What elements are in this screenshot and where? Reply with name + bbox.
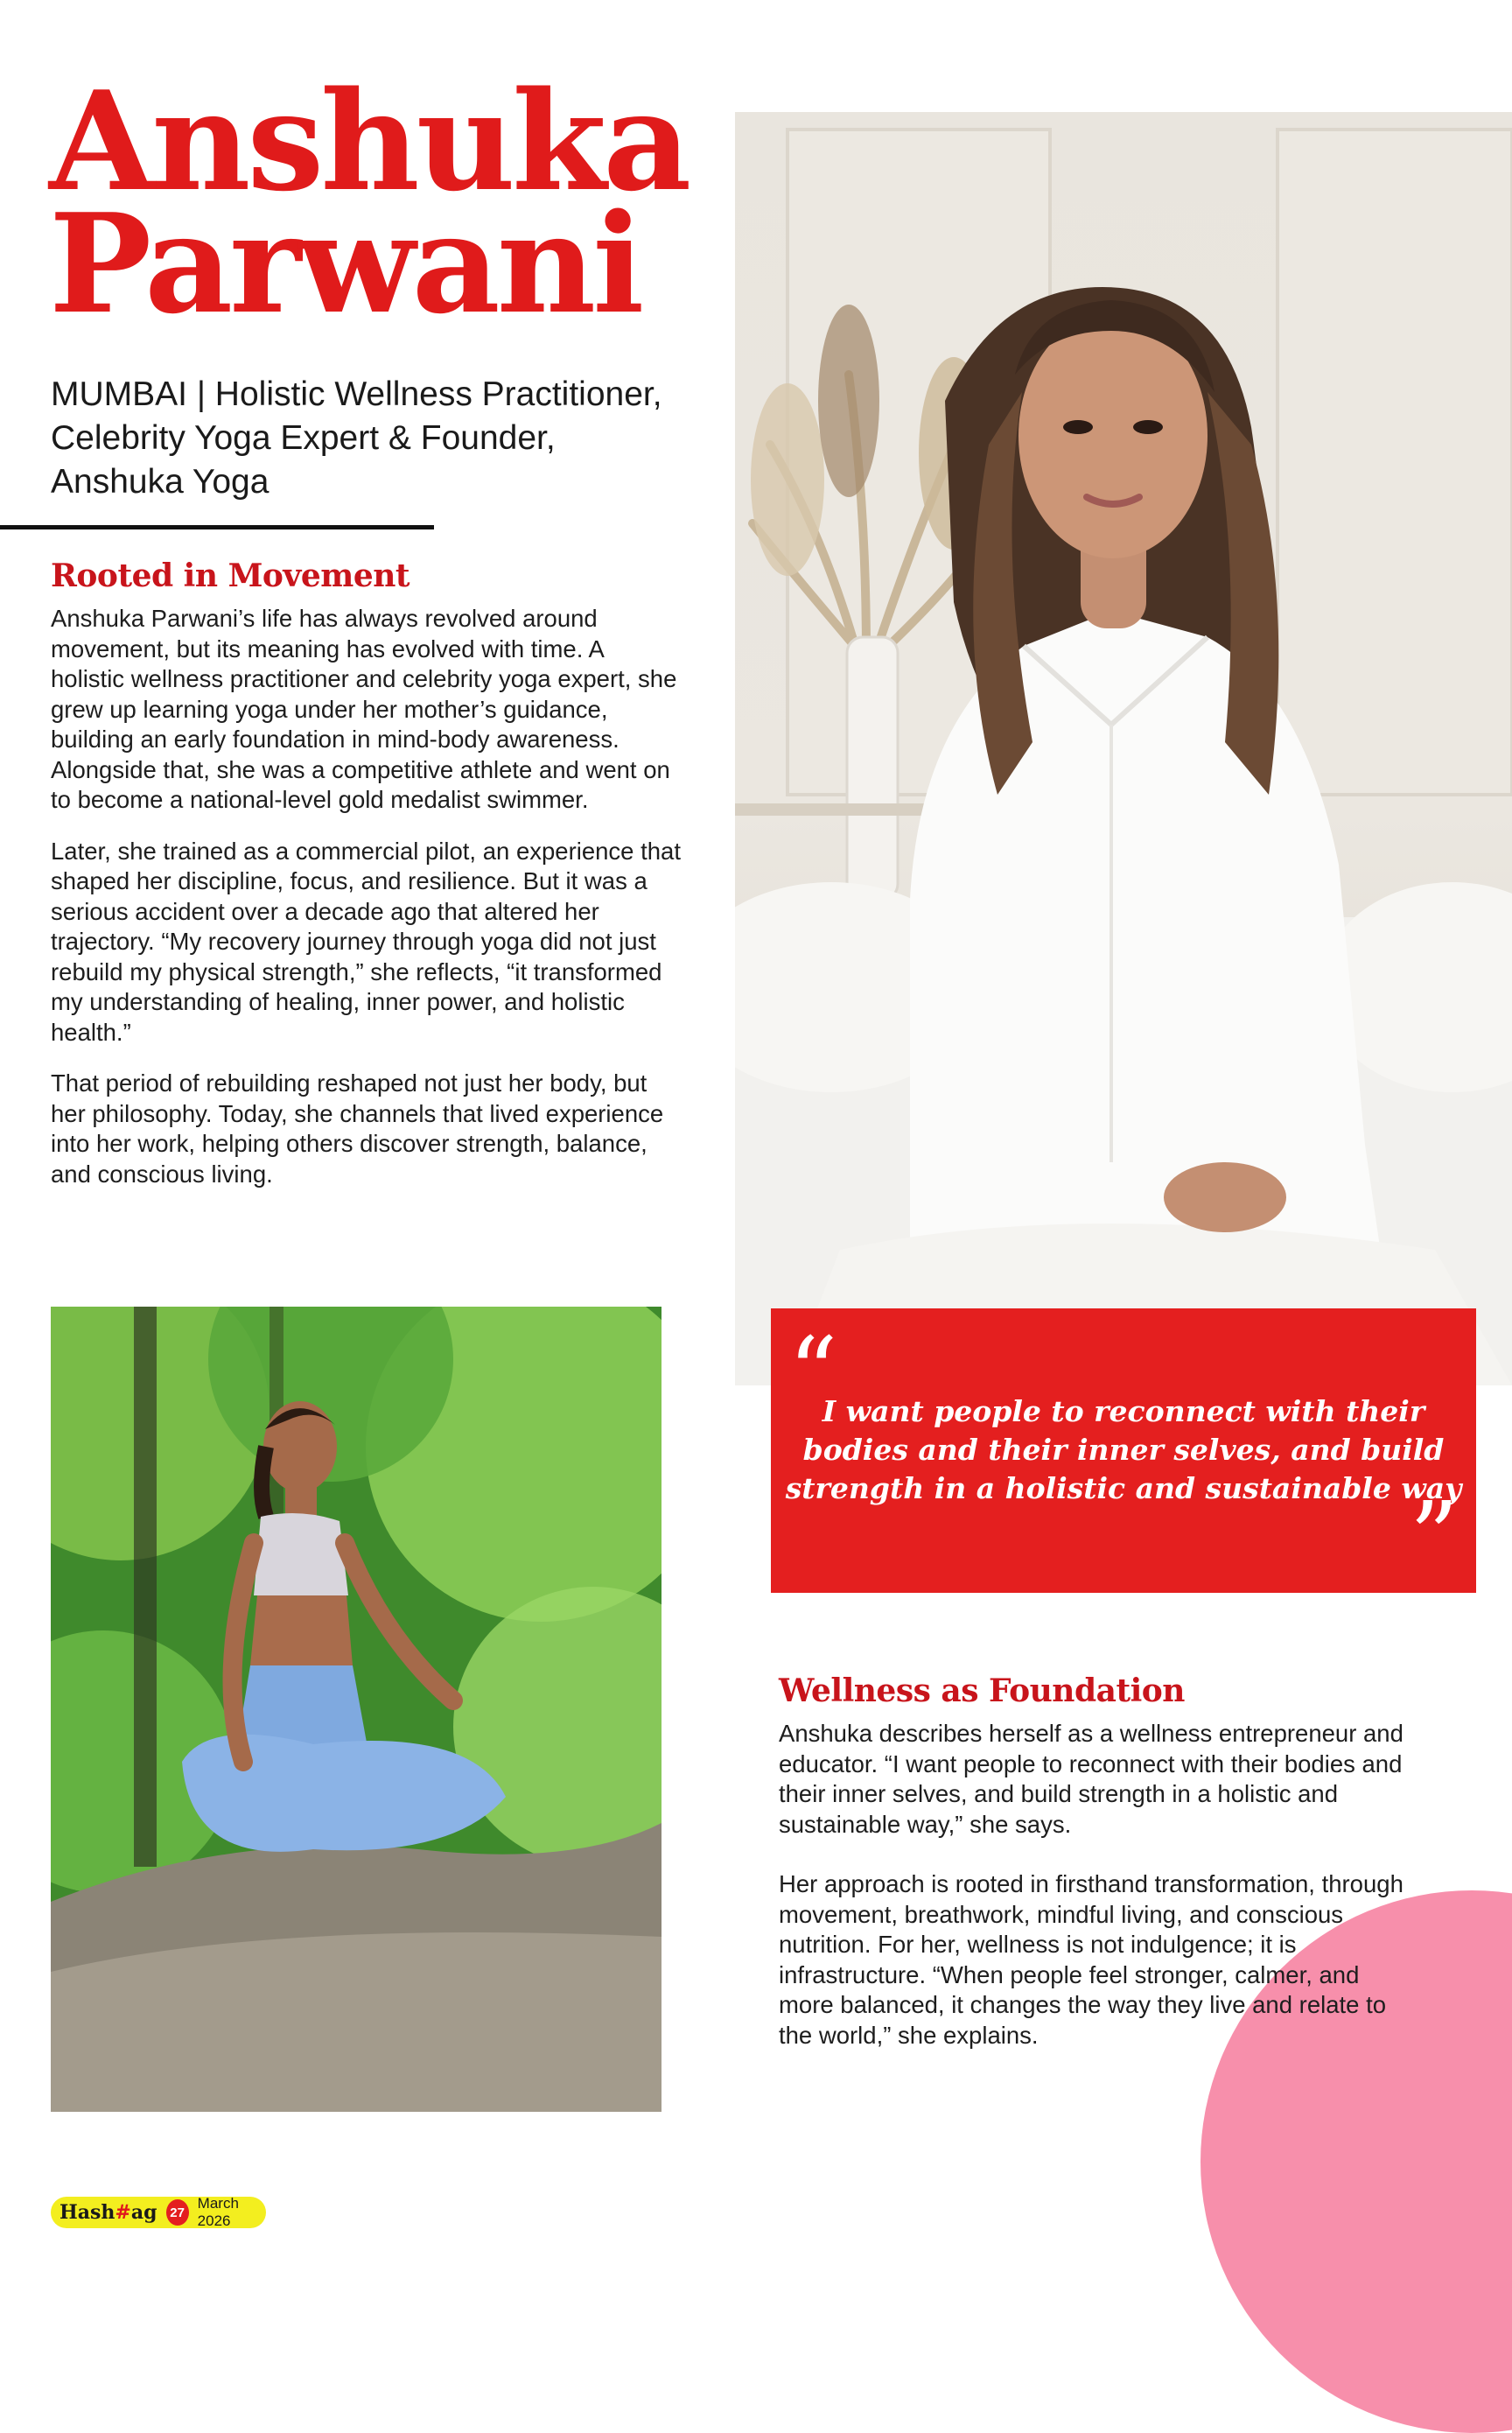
yoga-meditation-photo <box>51 1307 662 2112</box>
person-name-title <box>49 61 714 344</box>
paragraph: Her approach is rooted in firsthand transformation, through movement, breathwork, mindful living, and conscious nutrition. For her, wellness is not indulgence; it is infrastructure. “When people feel stronger, calmer, and more balanced, it changes the way they live and relate to the world,” she explains. <box>779 1870 1404 2049</box>
name-line-1: Anshuka <box>49 61 689 221</box>
section-rooted-in-movement <box>51 557 681 1210</box>
open-quote-icon: “ <box>788 1316 838 1428</box>
section-heading: Rooted in Movement <box>51 557 410 594</box>
name-line-2: Parwani <box>49 184 641 344</box>
section-wellness-as-foundation <box>779 1672 1409 2072</box>
section-body <box>779 1719 1409 2051</box>
section-body <box>51 604 681 1189</box>
divider-rule <box>0 525 434 529</box>
paragraph: That period of rebuilding reshaped not just her body, but her philosophy. Today, she channels that lived experience into her work, helping others discover strength, balance, and conscious living. <box>51 1069 664 1188</box>
page-number: 27 <box>166 2199 189 2226</box>
issue-date: March 2026 <box>197 2195 239 2229</box>
pull-quote-text: I want people to reconnect with their bodies and their inner selves, and build strength in a holistic and sustainable way <box>785 1394 1462 1505</box>
hero-portrait-photo <box>735 112 1512 1385</box>
close-quote-icon: ” <box>1409 1481 1459 1593</box>
paragraph: Anshuka Parwani’s life has always revolved around movement, but its meaning has evolved with time. A holistic wellness practitioner and celebrity yoga expert, she grew up learning yoga under her mother’s guidance, building an early foundation in mind-body awareness. Alongside that, she was a competitive athlete and went on to become a national-level gold medalist swimmer. <box>51 605 677 813</box>
magazine-logo: Hash#ag <box>60 2201 158 2224</box>
portrait-illustration <box>735 112 1512 1385</box>
paragraph: Later, she trained as a commercial pilot, an experience that shaped her discipline, focus, and resilience. But it was a serious accident over a decade ago that altered her trajectory. “My recovery journey through yoga did not just rebuild my physical strength,” she reflects, “it transformed my understanding of healing, inner power, and holistic health.” <box>51 837 681 1046</box>
meditation-illustration <box>51 1307 662 2112</box>
pull-quote-box <box>771 1308 1476 1593</box>
role-subtitle: MUMBAI | Holistic Wellness Practitioner, Celebrity Yoga Expert & Founder, Anshuka Yoga <box>51 375 662 501</box>
page-footer <box>51 2197 266 2228</box>
paragraph: Anshuka describes herself as a wellness entrepreneur and educator. “I want people to reconnect with their bodies and their inner selves, and build strength in a holistic and sustainable way,” she says. <box>779 1720 1404 1838</box>
section-heading: Wellness as Foundation <box>779 1672 1185 1709</box>
